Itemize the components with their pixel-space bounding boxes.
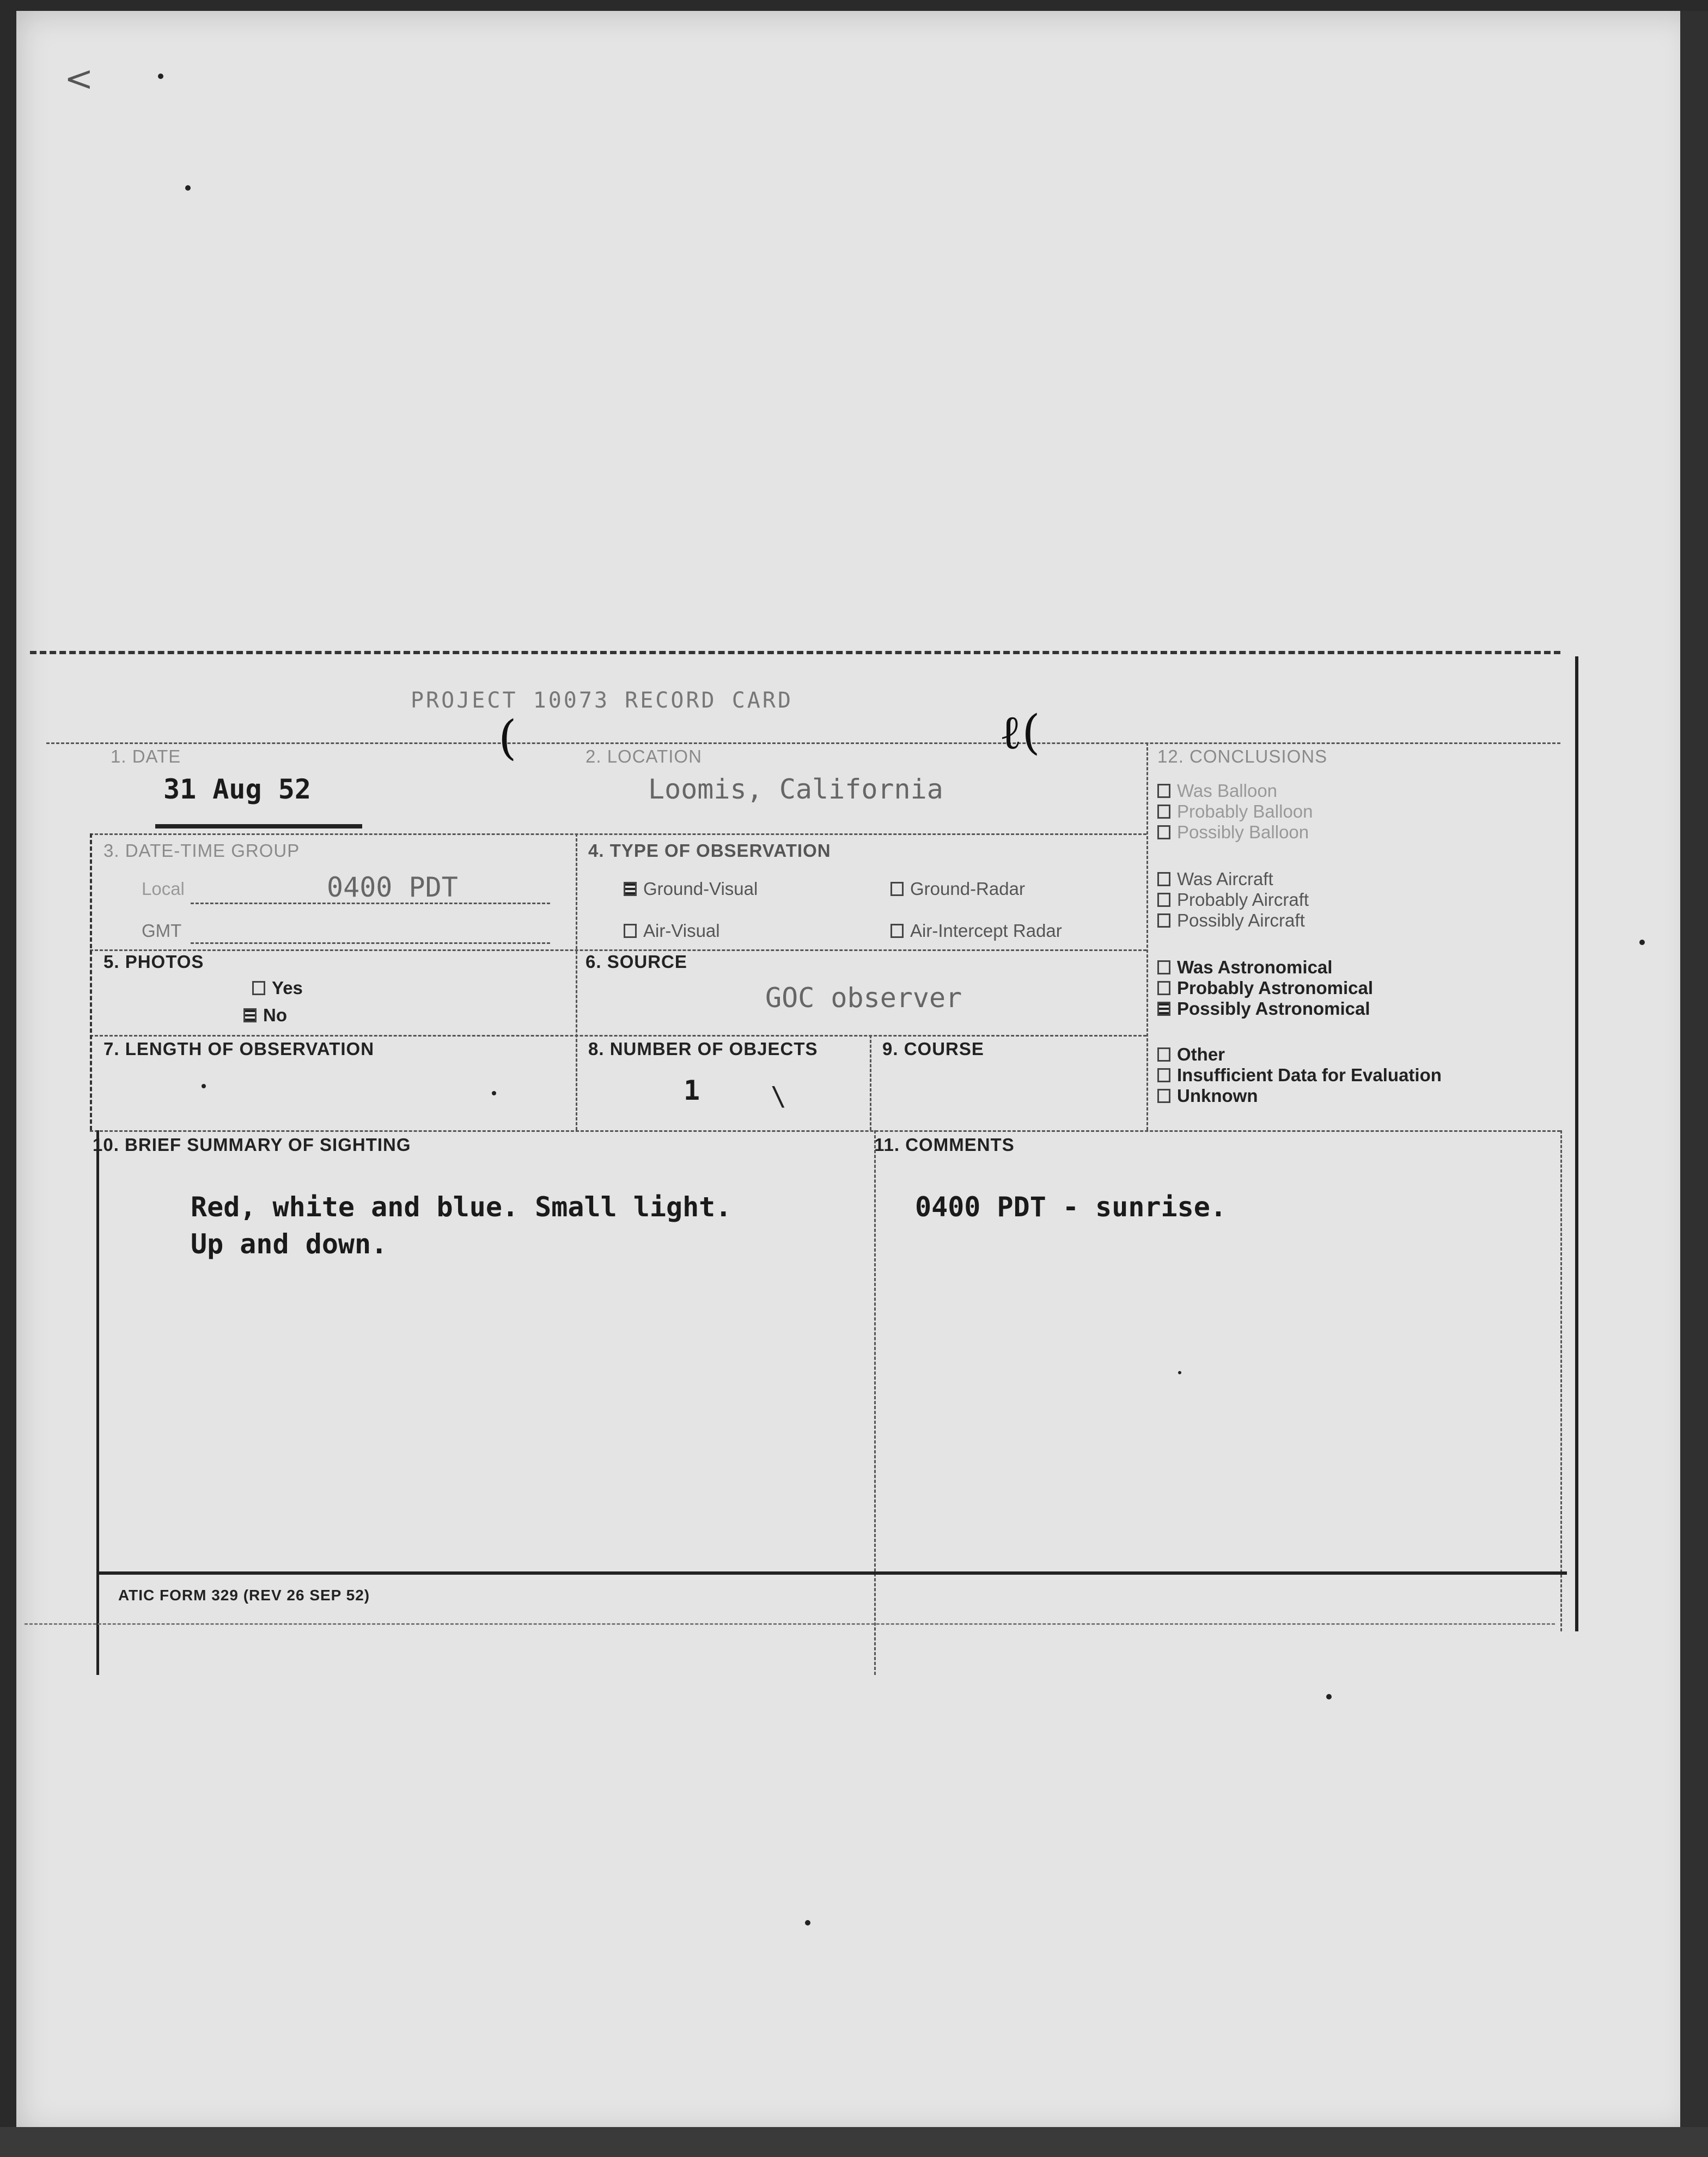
option-ground-radar	[890, 879, 1025, 899]
card-top-border	[30, 651, 1560, 654]
option-label: Possibly Balloon	[1177, 822, 1309, 842]
checkbox-checked	[243, 1008, 257, 1022]
row-divider	[90, 1130, 1560, 1132]
checkbox	[890, 882, 904, 896]
comments-value: 0400 PDT - sunrise.	[915, 1191, 1227, 1223]
conclusion-was-balloon	[1157, 781, 1277, 801]
col-divider	[90, 833, 92, 1130]
handwritten-mark: ℓ(	[999, 705, 1040, 760]
option-label: Was Astronomical	[1177, 957, 1333, 977]
number-of-objects-label: 8. NUMBER OF OBJECTS	[588, 1039, 818, 1059]
record-card	[90, 651, 1579, 1637]
length-of-observation-label: 7. LENGTH OF OBSERVATION	[103, 1039, 375, 1059]
stray-stroke-icon: \	[771, 1081, 786, 1112]
conclusion-insufficient-data	[1157, 1065, 1442, 1086]
summary-line-2: Up and down.	[191, 1228, 388, 1260]
source-label: 6. SOURCE	[585, 952, 687, 972]
col-divider	[576, 833, 577, 1130]
option-label: Possibly Astronomical	[1177, 998, 1370, 1019]
checkbox	[1157, 784, 1170, 798]
conclusion-possibly-aircraft	[1157, 910, 1305, 931]
speck	[202, 1084, 206, 1088]
conclusion-probably-aircraft	[1157, 889, 1309, 910]
local-time-label: Local	[142, 879, 185, 899]
checkbox	[624, 924, 637, 938]
date-underline	[155, 824, 362, 828]
option-label: Probably Balloon	[1177, 801, 1313, 821]
conclusion-unknown	[1157, 1086, 1258, 1106]
card-bottom-border	[96, 1571, 1567, 1575]
col-divider	[1146, 742, 1148, 1130]
speck	[1326, 1694, 1332, 1699]
option-label: Insufficient Data for Evaluation	[1177, 1065, 1442, 1085]
col-divider	[1560, 1130, 1562, 1631]
checkbox-checked	[624, 882, 637, 896]
date-time-group-label: 3. DATE-TIME GROUP	[103, 840, 300, 861]
scan-edge-right	[1680, 11, 1708, 2157]
number-of-objects-value: 1	[684, 1075, 700, 1106]
checkbox-checked	[1157, 1002, 1170, 1016]
checkbox	[1157, 960, 1170, 974]
conclusion-other	[1157, 1044, 1225, 1065]
option-photos-yes	[252, 978, 303, 998]
option-label: Unknown	[1177, 1086, 1258, 1106]
checkbox	[890, 924, 904, 938]
checkbox	[1157, 1068, 1170, 1082]
option-air-visual	[624, 921, 720, 941]
card-title: PROJECT 10073 RECORD CARD	[410, 688, 794, 713]
checkbox	[252, 981, 265, 995]
source-value: GOC observer	[765, 982, 962, 1014]
option-label: Probably Astronomical	[1177, 978, 1374, 998]
speck	[158, 74, 163, 79]
checkbox	[1157, 1047, 1170, 1062]
option-label: Other	[1177, 1044, 1225, 1064]
course-label: 9. COURSE	[882, 1039, 984, 1059]
option-label: Yes	[272, 978, 303, 998]
type-of-observation-label: 4. TYPE OF OBSERVATION	[588, 840, 831, 861]
row-divider	[90, 1035, 1146, 1037]
option-ground-visual	[624, 879, 758, 899]
summary-label: 10. BRIEF SUMMARY OF SIGHTING	[93, 1135, 411, 1155]
summary-line-1: Red, white and blue. Small light.	[191, 1191, 732, 1223]
option-label: Was Aircraft	[1177, 869, 1273, 889]
conclusion-possibly-astronomical	[1157, 998, 1370, 1019]
local-time-line	[191, 903, 550, 904]
location-value: Loomis, California	[648, 773, 943, 805]
option-label: Air-Intercept Radar	[910, 921, 1062, 941]
conclusion-probably-astronomical	[1157, 978, 1373, 998]
option-label: Possibly Aircraft	[1177, 910, 1305, 930]
speck	[805, 1920, 810, 1926]
comments-label: 11. COMMENTS	[874, 1135, 1015, 1155]
option-label: Was Balloon	[1177, 781, 1278, 801]
conclusion-was-aircraft	[1157, 869, 1273, 889]
speck	[1178, 1371, 1181, 1374]
corner-pencil-mark: <	[64, 59, 94, 99]
gmt-line	[191, 942, 550, 944]
checkbox	[1157, 872, 1170, 886]
col-divider	[96, 1130, 99, 1675]
speck	[1639, 940, 1645, 945]
scan-edge-bottom	[0, 2127, 1708, 2157]
checkbox	[1157, 1089, 1170, 1103]
speck	[492, 1091, 496, 1095]
option-label: No	[263, 1005, 287, 1025]
col-divider	[874, 1130, 876, 1675]
card-right-border	[1575, 656, 1578, 1631]
option-label: Ground-Visual	[643, 879, 758, 899]
checkbox	[1157, 805, 1170, 819]
option-air-intercept-radar	[890, 921, 1062, 941]
handwritten-mark: (	[498, 711, 517, 765]
speck	[185, 185, 191, 191]
location-label: 2. LOCATION	[585, 746, 702, 766]
conclusion-possibly-balloon	[1157, 822, 1309, 843]
option-photos-no	[243, 1005, 287, 1026]
gmt-label: GMT	[142, 921, 182, 941]
conclusions-label: 12. CONCLUSIONS	[1157, 746, 1328, 766]
checkbox	[1157, 825, 1170, 839]
checkbox	[1157, 893, 1170, 907]
row-divider	[90, 949, 1146, 951]
photos-label: 5. PHOTOS	[103, 952, 204, 972]
date-label: 1. DATE	[111, 746, 181, 766]
form-id: ATIC FORM 329 (REV 26 SEP 52)	[118, 1587, 370, 1604]
checkbox	[1157, 981, 1170, 995]
row-divider	[46, 742, 1560, 744]
option-label: Ground-Radar	[910, 879, 1025, 899]
row-divider	[90, 833, 1146, 835]
option-label: Air-Visual	[643, 921, 720, 941]
conclusion-was-astronomical	[1157, 957, 1332, 978]
local-time-value: 0400 PDT	[327, 872, 458, 903]
conclusion-probably-balloon	[1157, 801, 1313, 822]
date-value: 31 Aug 52	[163, 773, 311, 805]
option-label: Probably Aircraft	[1177, 889, 1309, 910]
checkbox	[1157, 913, 1170, 928]
card-footer-line	[25, 1623, 1555, 1625]
col-divider	[870, 1035, 871, 1130]
